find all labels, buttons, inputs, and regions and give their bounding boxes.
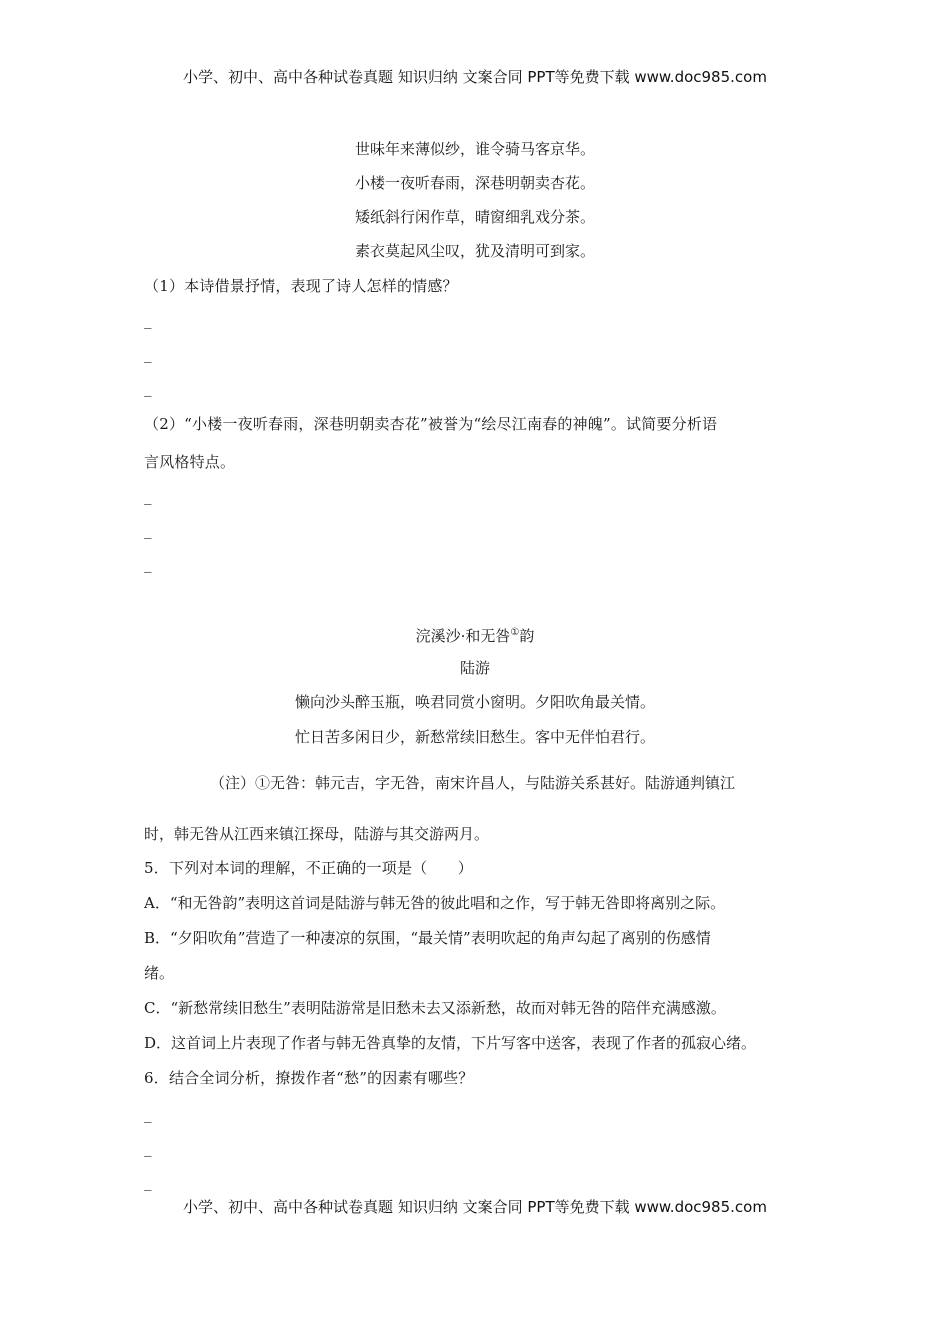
poem2-line-2: 忙日苦多闲日少，新愁常续旧愁生。客中无伴怕君行。 xyxy=(294,728,655,746)
option-a: A．“和无咎韵”表明这首词是陆游与韩无咎的彼此唱和之作，写于韩无咎即将离别之际。 xyxy=(144,894,726,912)
page-header: 小学、初中、高中各种试卷真题 知识归纳 文案合同 PPT等免费下载 www.doc985.com xyxy=(183,68,767,86)
answer-blank: _ xyxy=(144,311,152,329)
option-c: C．“新愁常续旧愁生”表明陆游常是旧愁未去又添新愁，故而对韩无咎的陪伴充满感激。 xyxy=(144,999,726,1017)
option-b-line-1: B．“夕阳吹角”营造了一种凄凉的氛围，“最关情”表明吹起的角声勾起了离别的伤感情 xyxy=(144,929,711,947)
question-5: 5．下列对本词的理解，不正确的一项是（ ） xyxy=(144,859,473,877)
question-2-line-2: 言风格特点。 xyxy=(144,453,236,471)
poem2-title-main: 浣溪沙·和无咎 xyxy=(415,627,511,645)
footnote-marker: ① xyxy=(510,627,520,638)
question-6: 6．结合全词分析，撩拨作者“愁”的因素有哪些？ xyxy=(144,1069,474,1087)
answer-blank: _ xyxy=(144,1139,152,1157)
annotation-line-2: 时，韩无咎从江西来镇江探母，陆游与其交游两月。 xyxy=(144,825,490,843)
answer-blank: _ xyxy=(144,379,152,397)
question-2-line-1: （2）“小楼一夜听春雨，深巷明朝卖杏花”被誉为“绘尽江南春的神魄”。试简要分析语 xyxy=(144,415,718,433)
poem1-line-1: 世味年来薄似纱，谁令骑马客京华。 xyxy=(354,140,595,158)
answer-blank: _ xyxy=(144,1105,152,1123)
answer-blank: _ xyxy=(144,555,152,573)
poem2-line-1: 懒向沙头醉玉瓶，唤君同赏小窗明。夕阳吹角最关情。 xyxy=(294,693,655,711)
page-footer: 小学、初中、高中各种试卷真题 知识归纳 文案合同 PPT等免费下载 www.doc985.com xyxy=(183,1198,767,1216)
poem1-line-3: 矮纸斜行闲作草，晴窗细乳戏分茶。 xyxy=(354,208,595,226)
answer-blank: _ xyxy=(144,345,152,363)
poem2-title xyxy=(0,623,950,646)
answer-blank: _ xyxy=(144,1173,152,1191)
poem1-line-2: 小楼一夜听春雨，深巷明朝卖杏花。 xyxy=(354,174,595,192)
poem1-line-4: 素衣莫起风尘叹，犹及清明可到家。 xyxy=(354,242,595,260)
option-b-line-2: 绪。 xyxy=(144,964,175,982)
option-d: D．这首词上片表现了作者与韩无咎真挚的友情，下片写客中送客，表现了作者的孤寂心绪。 xyxy=(144,1034,757,1052)
poem2-author: 陆游 xyxy=(459,659,490,677)
question-1: （1）本诗借景抒情，表现了诗人怎样的情感？ xyxy=(144,277,458,295)
answer-blank: _ xyxy=(144,487,152,505)
annotation-line-1: （注）①无咎：韩元吉，字无咎，南宋许昌人，与陆游关系甚好。陆游通判镇江 xyxy=(210,774,736,792)
poem2-title-tail: 韵 xyxy=(519,627,535,645)
answer-blank: _ xyxy=(144,521,152,539)
